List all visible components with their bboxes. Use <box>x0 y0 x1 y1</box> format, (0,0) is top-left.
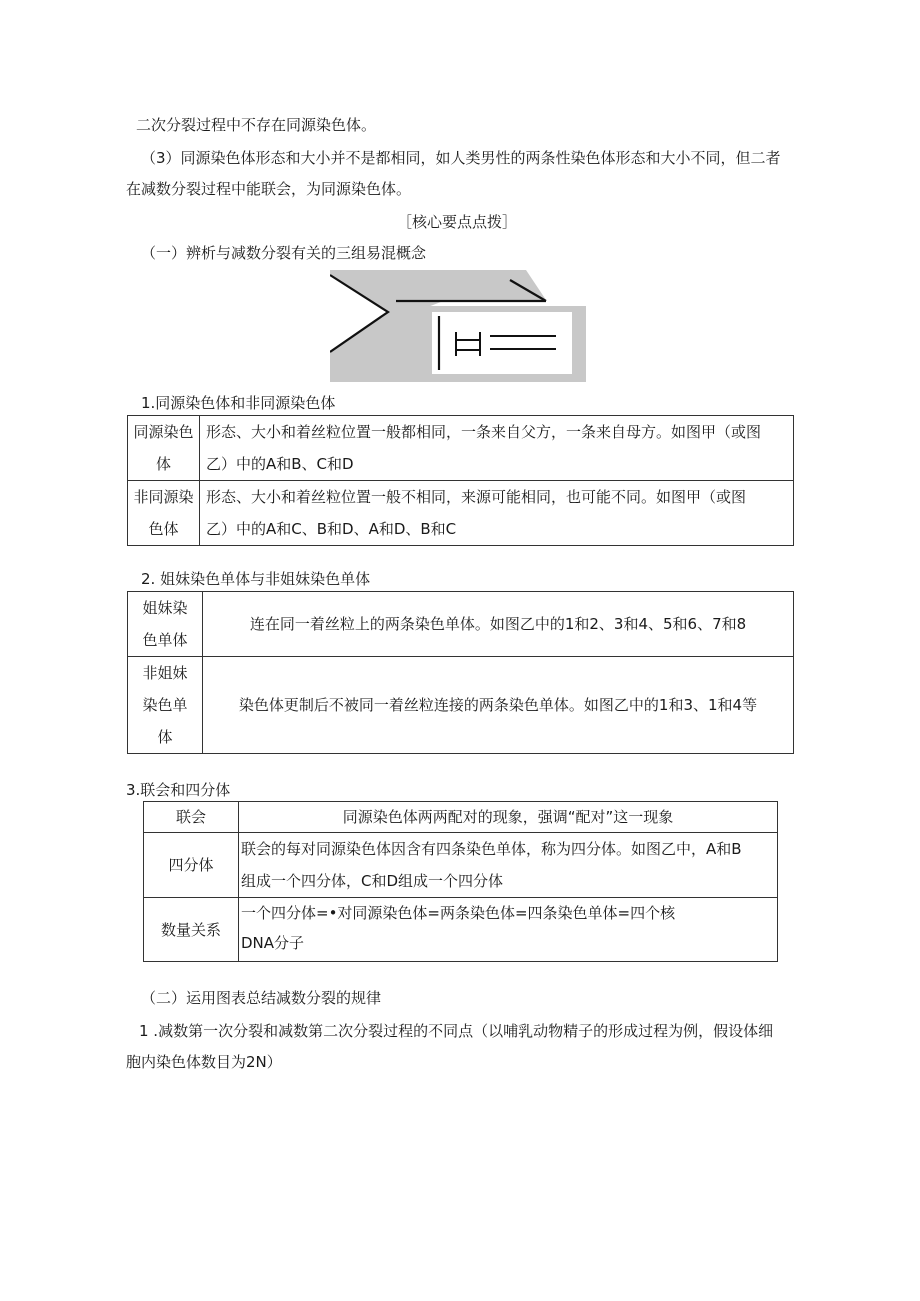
table-header-cell: 非姐妹 染色单 体 <box>128 657 203 754</box>
table-header-cell: 非同源染 色体 <box>128 481 200 546</box>
table-row <box>128 481 794 546</box>
table2-heading: 2. 姐妹染色单体与非姐妹染色单体 <box>141 570 371 588</box>
table-header-cell: 数量关系 <box>144 898 239 962</box>
part2-heading: （二）运用图表总结减数分裂的规律 <box>141 989 382 1007</box>
table-row <box>144 898 778 962</box>
table1-heading: 1.同源染色体和非同源染色体 <box>141 394 336 412</box>
table-synapsis <box>143 801 778 962</box>
chromosome-figure <box>330 270 586 382</box>
table-cell: 形态、大小和着丝粒位置一般不相同，来源可能相同，也可能不同。如图甲（或图 乙）中的A和C、B和D、A和D、B和C <box>200 481 794 546</box>
table-header-cell: 四分体 <box>144 833 239 898</box>
table-header-cell: 联会 <box>144 802 239 833</box>
table-cell: 同源染色体两两配对的现象，强调“配对”这一现象 <box>239 802 778 833</box>
table-row <box>128 416 794 481</box>
part2-line-2: 胞内染色体数目为2N） <box>126 1053 282 1071</box>
table-row <box>128 592 794 657</box>
table-cell: 一个四分体=•对同源染色体=两条染色体=四条染色单体=四个核 DNA分子 <box>239 898 778 962</box>
table-cell: 染色体更制后不被同一着丝粒连接的两条染色单体。如图乙中的1和3、1和4等 <box>203 657 794 754</box>
table-header-cell: 姐妹染 色单体 <box>128 592 203 657</box>
table-row <box>128 657 794 754</box>
part1-heading: （一）辨析与减数分裂有关的三组易混概念 <box>141 244 427 262</box>
intro-line-1: 二次分裂过程中不存在同源染色体。 <box>136 116 377 134</box>
table-cell: 形态、大小和着丝粒位置一般都相同，一条来自父方，一条来自母方。如图甲（或图 乙）中的A和B、C和D <box>200 416 794 481</box>
intro-line-2: （3）同源染色体形态和大小并不是都相同，如人类男性的两条性染色体形态和大小不同，但二者 <box>141 149 781 167</box>
table-row <box>144 802 778 833</box>
part2-line-1: 1 .减数第一次分裂和减数第二次分裂过程的不同点（以哺乳动物精子的形成过程为例，假设体细 <box>139 1022 774 1040</box>
table-cell: 联会的每对同源染色体因含有四条染色单体，称为四分体。如图乙中，A和B 组成一个四分体，C和D组成一个四分体 <box>239 833 778 898</box>
table-homologous <box>127 415 794 546</box>
table-row <box>144 833 778 898</box>
table3-heading: 3.联会和四分体 <box>126 781 231 799</box>
table-header-cell: 同源染色体 <box>128 416 200 481</box>
table-cell: 连在同一着丝粒上的两条染色单体。如图乙中的1和2、3和4、5和6、7和8 <box>203 592 794 657</box>
intro-line-3: 在减数分裂过程中能联会，为同源染色体。 <box>126 180 412 198</box>
table-sister-chromatids <box>127 591 794 754</box>
section-title: ［核心要点点拨］ <box>397 213 518 231</box>
